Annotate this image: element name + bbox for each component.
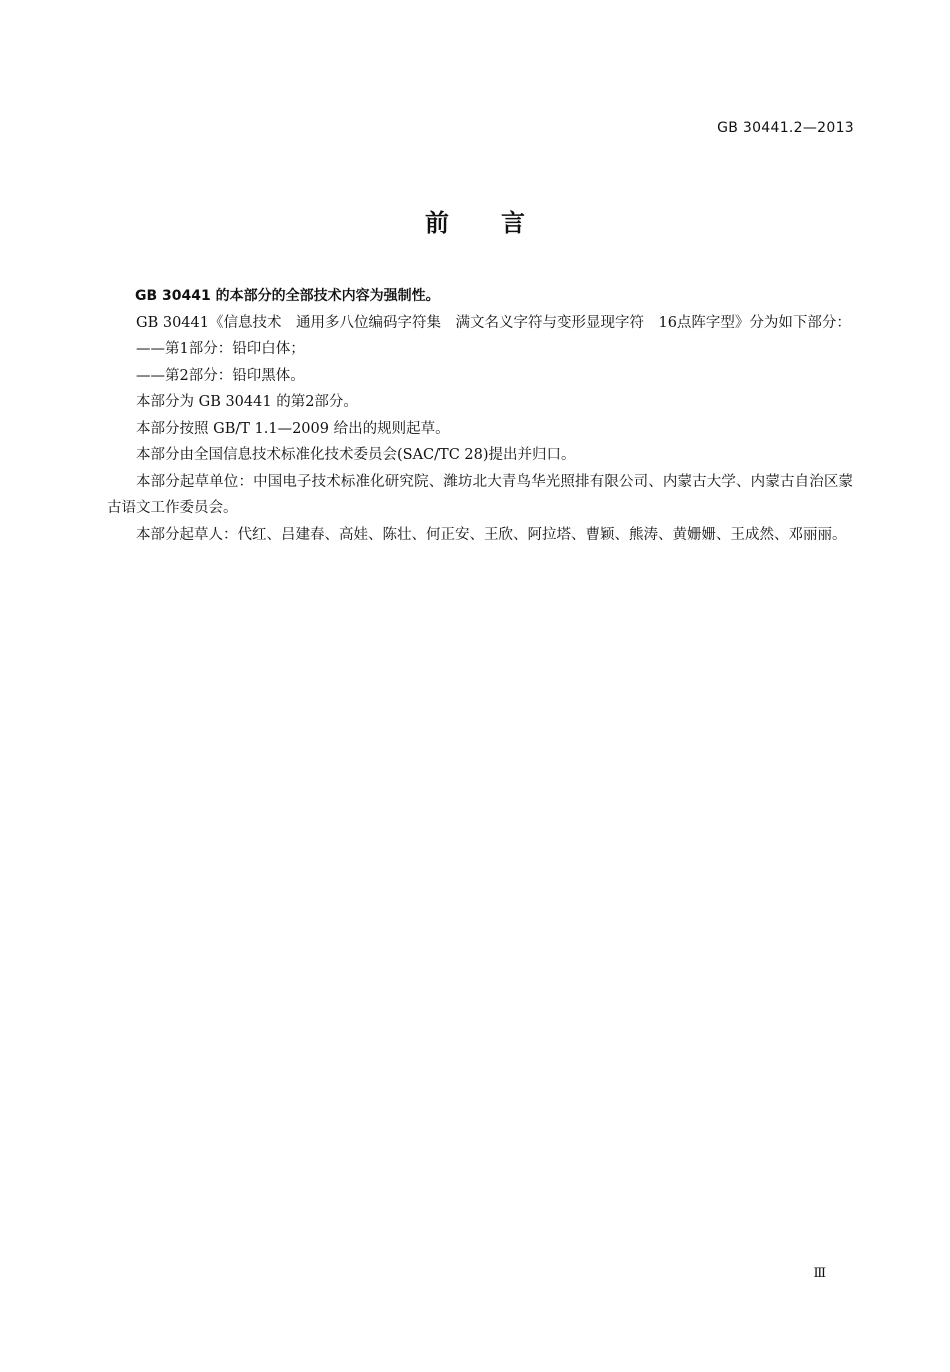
page-number: Ⅲ <box>813 1266 826 1281</box>
part-statement-paragraph: 本部分为 GB 30441 的第2部分。 <box>136 394 358 410</box>
drafting-units-paragraph: 本部分起草单位：中国电子技术标准化研究院、潍坊北大青鸟华光照排有限公司、内蒙古大学、内蒙古自治区蒙古语文工作委员会。 <box>107 473 853 516</box>
parts-intro-paragraph: GB 30441《信息技术 通用多八位编码字符集 满文名义字符与变形显现字符 16点阵字型》分为如下部分： <box>136 314 851 331</box>
drafting-rules-paragraph: 本部分按照 GB/T 1.1—2009 给出的规则起草。 <box>136 420 450 437</box>
page-title: 前言 <box>425 209 577 237</box>
part-1-item: ——第1部分：铅印白体； <box>136 341 305 357</box>
standard-code: GB 30441.2—2013 <box>717 120 854 136</box>
mandatory-statement: GB 30441 的本部分的全部技术内容为强制性。 <box>135 288 440 304</box>
part-2-item: ——第2部分：铅印黑体。 <box>136 367 305 384</box>
drafters-paragraph: 本部分起草人：代红、吕建春、高娃、陈壮、何正安、王欣、阿拉塔、曹颖、熊涛、黄姗姗、王成然、邓丽丽。 <box>136 526 847 543</box>
proposer-paragraph: 本部分由全国信息技术标准化技术委员会(SAC/TC 28)提出并归口。 <box>136 447 576 463</box>
foreword-body <box>107 283 853 548</box>
